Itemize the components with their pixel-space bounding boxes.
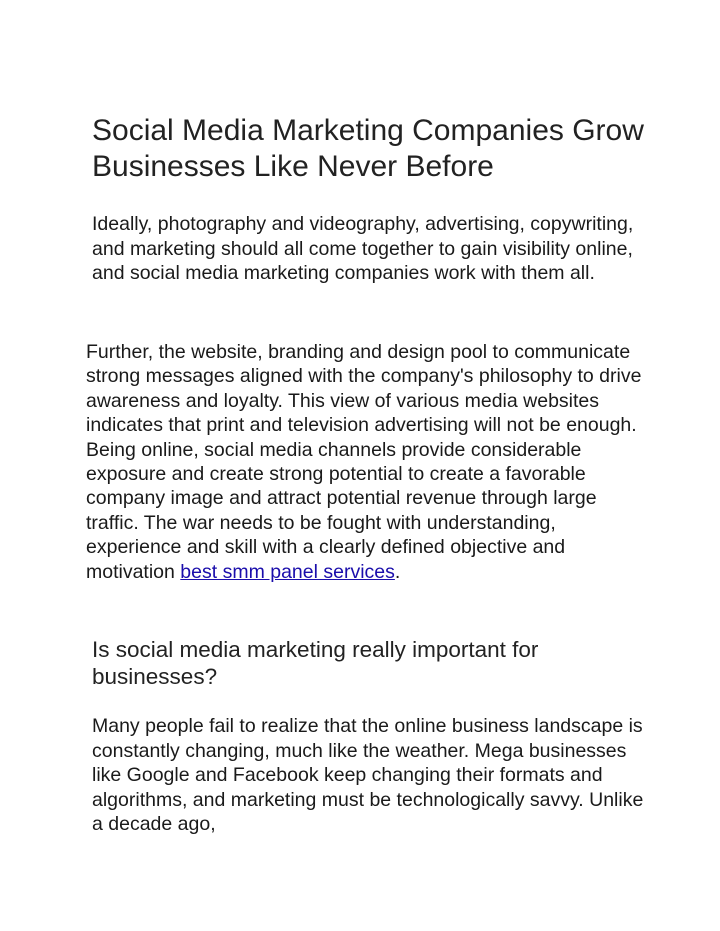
second-paragraph: Many people fail to realize that the online business landscape is constantly changing, much like the weather. Mega businesses like Google and Facebook keep changing their formats and algorithms, and marketing must be technologically savvy. Unlike a decade ago, <box>92 715 644 835</box>
page-title: Social Media Marketing Companies Grow Businesses Like Never Before <box>92 114 644 183</box>
intro-paragraph: Ideally, photography and videography, advertising, copywriting, and marketing should all come together to gain visibility online, and social media marketing companies work with them all. <box>92 213 634 284</box>
body-text: Further, the website, branding and design pool to communicate strong messages aligned with the company's philosophy to drive awareness and loyalty. This view of various media websites indicates that print and television advertising will not be enough. Being online, social media channels provide considerable exposure and create strong potential to create a favorable company image and attract potential revenue through large traffic. The war needs to be fought with understanding, experience and skill with a clearly defined objective and motivation <box>86 341 642 583</box>
body-paragraph <box>86 340 646 584</box>
smm-panel-link[interactable]: best smm panel services <box>180 560 395 583</box>
section-heading: Is social media marketing really important for businesses? <box>92 637 539 689</box>
body-end: . <box>394 560 401 583</box>
